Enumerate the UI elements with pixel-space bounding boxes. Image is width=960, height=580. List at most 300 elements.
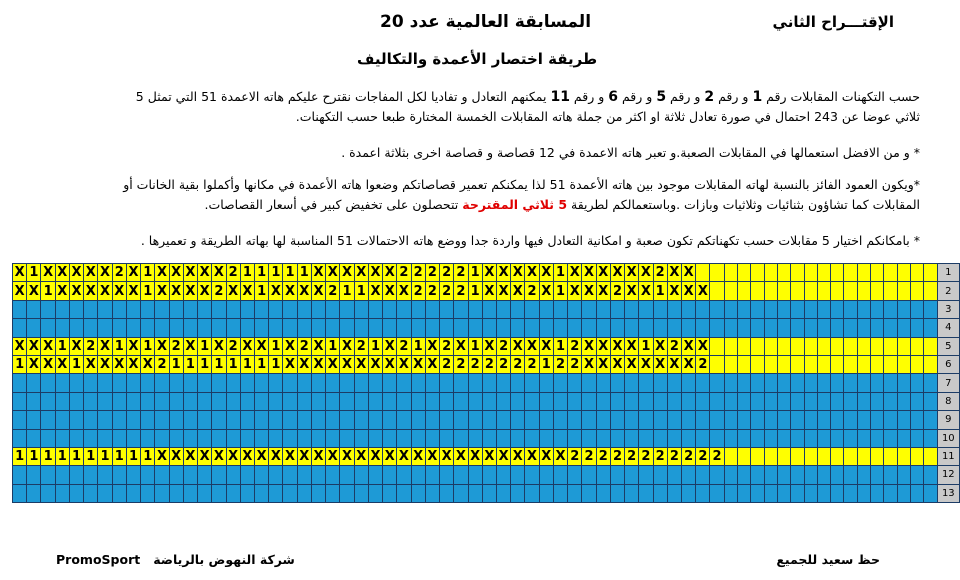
grid-cell: X	[496, 282, 510, 300]
grid-cell: 1	[254, 282, 268, 300]
grid-cell	[511, 429, 525, 447]
grid-cell: X	[525, 264, 539, 282]
grid-cell	[791, 484, 804, 502]
grid-cell: 2	[440, 282, 454, 300]
grid-cell	[653, 392, 667, 410]
grid-cell	[198, 466, 212, 484]
grid-cell	[924, 337, 937, 355]
grid-cell	[84, 411, 98, 429]
grid-cell	[269, 484, 283, 502]
grid-cell	[710, 282, 724, 300]
grid-cell	[737, 300, 750, 318]
grid-cell	[13, 411, 27, 429]
grid-cell: 1	[553, 282, 567, 300]
grid-cell	[568, 300, 582, 318]
grid-cell	[183, 484, 197, 502]
grid-cell	[897, 319, 910, 337]
grid-cell: 1	[269, 337, 283, 355]
grid-cell: X	[198, 264, 212, 282]
grid-cell	[525, 411, 539, 429]
grid-cell	[682, 484, 696, 502]
grid-cell	[354, 300, 368, 318]
grid-cell	[383, 374, 397, 392]
grid-cell: 2	[710, 447, 724, 465]
grid-cell: X	[354, 447, 368, 465]
grid-cell	[817, 300, 830, 318]
grid-cell	[884, 337, 897, 355]
grid-cell	[69, 392, 83, 410]
grid-cell	[924, 411, 937, 429]
grid-cell	[297, 392, 311, 410]
p1-num-5: 11	[550, 89, 570, 105]
grid-cell: X	[383, 282, 397, 300]
grid-cell	[817, 411, 830, 429]
grid-cell	[539, 429, 553, 447]
grid-cell: X	[13, 337, 27, 355]
grid-cell	[653, 374, 667, 392]
grid-cell	[440, 319, 454, 337]
grid-cell	[297, 429, 311, 447]
grid-cell	[13, 374, 27, 392]
grid-cell	[696, 374, 710, 392]
grid-cell	[84, 484, 98, 502]
grid-cell	[582, 411, 596, 429]
grid-cell	[724, 411, 737, 429]
grid-cell	[183, 300, 197, 318]
grid-cell: 1	[468, 264, 482, 282]
grid-cell	[69, 466, 83, 484]
grid-cell: 1	[226, 355, 240, 373]
grid-cell	[751, 282, 764, 300]
grid-cell	[496, 466, 510, 484]
grid-cell	[817, 466, 830, 484]
grid-cell	[383, 392, 397, 410]
grid-cell: X	[582, 264, 596, 282]
grid-cell	[539, 374, 553, 392]
grid-cell	[383, 429, 397, 447]
grid-cell: 2	[653, 264, 667, 282]
grid-cell	[141, 300, 155, 318]
grid-cell	[791, 319, 804, 337]
grid-cell	[911, 282, 924, 300]
grid-cell	[804, 411, 817, 429]
grid-cell	[871, 355, 884, 373]
grid-cell: 2	[496, 355, 510, 373]
grid-cell	[84, 374, 98, 392]
grid-cell	[911, 300, 924, 318]
grid-cell	[764, 319, 777, 337]
grid-cell	[553, 484, 567, 502]
grid-cell	[667, 319, 681, 337]
grid-cell	[340, 429, 354, 447]
grid-cell	[126, 392, 140, 410]
grid-cell	[69, 319, 83, 337]
grid-cell	[804, 337, 817, 355]
grid-cell	[254, 411, 268, 429]
grid-cell	[496, 392, 510, 410]
grid-cell	[440, 300, 454, 318]
grid-cell	[198, 300, 212, 318]
grid-cell	[924, 300, 937, 318]
grid-cell: 1	[639, 337, 653, 355]
grid-cell	[568, 466, 582, 484]
grid-cell	[112, 319, 126, 337]
grid-cell	[777, 355, 790, 373]
grid-cell: X	[397, 282, 411, 300]
grid-cell	[897, 411, 910, 429]
grid-cell	[884, 300, 897, 318]
grid-cell	[254, 374, 268, 392]
grid-cell	[817, 264, 830, 282]
grid-cell	[871, 282, 884, 300]
p3-highlight: 5 ثلاثي المقترحة	[462, 197, 568, 212]
grid-cell	[141, 429, 155, 447]
grid-cell: X	[84, 282, 98, 300]
grid-cell	[724, 300, 737, 318]
grid-cell	[710, 429, 724, 447]
grid-cell	[804, 484, 817, 502]
grid-cell	[831, 411, 844, 429]
p1-and-3: و رقم	[621, 89, 653, 104]
grid-cell	[368, 411, 382, 429]
grid-cell	[482, 484, 496, 502]
grid-cell	[311, 300, 325, 318]
grid-cell: 1	[141, 447, 155, 465]
grid-cell	[777, 337, 790, 355]
grid-cell: X	[667, 264, 681, 282]
grid-cell: 1	[240, 264, 254, 282]
grid-cell	[625, 392, 639, 410]
grid-cell	[169, 300, 183, 318]
grid-cell: X	[653, 355, 667, 373]
grid-cell	[724, 337, 737, 355]
grid-cell	[710, 411, 724, 429]
grid-cell	[710, 484, 724, 502]
grid-cell	[696, 392, 710, 410]
grid-cell	[41, 411, 55, 429]
footer-good-luck: حظ سعيد للجميع	[776, 552, 880, 567]
grid-cell	[667, 300, 681, 318]
grid-cell	[639, 374, 653, 392]
grid-cell	[897, 484, 910, 502]
grid-cell: X	[383, 264, 397, 282]
grid-cell	[511, 319, 525, 337]
grid-cell: X	[610, 337, 624, 355]
grid-cell	[525, 300, 539, 318]
grid-cell: X	[696, 282, 710, 300]
grid-cell: 2	[468, 355, 482, 373]
grid-cell	[354, 429, 368, 447]
grid-cell	[411, 319, 425, 337]
grid-cell	[13, 392, 27, 410]
grid-cell: 1	[41, 447, 55, 465]
grid-cell	[226, 411, 240, 429]
grid-cell	[183, 392, 197, 410]
grid-cell: X	[183, 282, 197, 300]
grid-cell	[425, 300, 439, 318]
grid-cell	[411, 411, 425, 429]
grid-cell	[254, 392, 268, 410]
grid-cell	[857, 300, 870, 318]
grid-cell	[610, 484, 624, 502]
grid-cell	[924, 484, 937, 502]
grid-cell	[425, 319, 439, 337]
grid-cell	[911, 429, 924, 447]
grid-cell	[283, 319, 297, 337]
grid-cell	[857, 466, 870, 484]
grid-cell	[198, 411, 212, 429]
grid-cell	[454, 429, 468, 447]
grid-cell	[710, 466, 724, 484]
grid-cell	[737, 264, 750, 282]
grid-cell	[297, 484, 311, 502]
grid-cell	[639, 429, 653, 447]
grid-cell: X	[610, 264, 624, 282]
grid-cell	[326, 392, 340, 410]
grid-cell	[857, 355, 870, 373]
grid-cell	[482, 374, 496, 392]
grid-cell	[84, 466, 98, 484]
grid-cell	[844, 429, 857, 447]
grid-cell: X	[596, 355, 610, 373]
grid-cell: X	[482, 282, 496, 300]
grid-cell: 1	[126, 447, 140, 465]
grid-cell	[831, 319, 844, 337]
grid-cell	[240, 466, 254, 484]
grid-cell: X	[368, 264, 382, 282]
grid-cell	[383, 300, 397, 318]
grid-cell: X	[682, 282, 696, 300]
grid-cell: X	[155, 264, 169, 282]
row-number: 1	[937, 264, 959, 282]
grid-cell	[468, 429, 482, 447]
grid-cell: 2	[511, 355, 525, 373]
grid-cell	[857, 411, 870, 429]
grid-cell	[98, 319, 112, 337]
grid-cell	[269, 466, 283, 484]
grid-cell: X	[568, 264, 582, 282]
grid-cell	[724, 429, 737, 447]
grid-row-11	[13, 447, 960, 465]
grid-cell	[169, 319, 183, 337]
grid-cell: X	[27, 282, 41, 300]
grid-cell	[804, 300, 817, 318]
grid-cell	[596, 392, 610, 410]
grid-cell: 2	[169, 337, 183, 355]
grid-cell: X	[240, 282, 254, 300]
grid-cell: 2	[696, 355, 710, 373]
grid-cell: X	[411, 355, 425, 373]
grid-cell	[240, 392, 254, 410]
grid-cell	[511, 411, 525, 429]
grid-cell	[169, 374, 183, 392]
grid-cell	[27, 392, 41, 410]
grid-cell	[751, 319, 764, 337]
grid-cell	[169, 466, 183, 484]
grid-cell	[857, 319, 870, 337]
grid-cell	[212, 392, 226, 410]
grid-cell: 1	[254, 264, 268, 282]
grid-cell	[368, 429, 382, 447]
grid-cell: X	[69, 337, 83, 355]
grid-cell: X	[667, 355, 681, 373]
p3-text-b: تتحصلون على تخفيض كبير في أسعار القصاصات.	[204, 197, 459, 212]
grid-cell: X	[169, 264, 183, 282]
grid-cell: X	[425, 355, 439, 373]
grid-cell: X	[126, 264, 140, 282]
grid-cell	[897, 429, 910, 447]
grid-cell	[682, 429, 696, 447]
grid-cell	[383, 484, 397, 502]
grid-cell	[884, 374, 897, 392]
grid-cell	[804, 429, 817, 447]
grid-cell: X	[41, 355, 55, 373]
grid-cell	[764, 484, 777, 502]
grid-cell: X	[625, 337, 639, 355]
grid-cell	[226, 466, 240, 484]
grid-cell: X	[511, 264, 525, 282]
grid-cell: X	[126, 355, 140, 373]
grid-cell	[884, 466, 897, 484]
grid-cell: X	[539, 337, 553, 355]
grid-cell	[525, 429, 539, 447]
grid-cell	[27, 484, 41, 502]
grid-cell	[141, 319, 155, 337]
grid-cell: 1	[297, 264, 311, 282]
grid-cell	[857, 429, 870, 447]
grid-cell: 2	[568, 355, 582, 373]
grid-cell: X	[98, 282, 112, 300]
grid-cell	[226, 484, 240, 502]
grid-cell	[911, 337, 924, 355]
grid-cell	[804, 319, 817, 337]
grid-cell	[226, 300, 240, 318]
grid-cell	[568, 429, 582, 447]
grid-cell: 2	[667, 337, 681, 355]
grid-cell	[777, 264, 790, 282]
grid-cell	[553, 300, 567, 318]
grid-cell	[831, 282, 844, 300]
grid-cell: 1	[13, 447, 27, 465]
grid-cell: X	[440, 447, 454, 465]
grid-cell: X	[368, 282, 382, 300]
grid-cell: X	[511, 282, 525, 300]
grid-cell: 1	[69, 355, 83, 373]
grid-cell: 2	[454, 355, 468, 373]
grid-cell	[254, 429, 268, 447]
grid-cell	[582, 300, 596, 318]
grid-cell	[553, 411, 567, 429]
grid-cell	[751, 300, 764, 318]
grid-cell	[27, 300, 41, 318]
row-number: 8	[937, 392, 959, 410]
grid-cell: 2	[639, 447, 653, 465]
grid-cell	[440, 411, 454, 429]
grid-cell	[737, 355, 750, 373]
grid-cell	[525, 374, 539, 392]
grid-cell	[653, 411, 667, 429]
grid-cell: X	[368, 355, 382, 373]
grid-cell	[857, 264, 870, 282]
grid-cell	[682, 466, 696, 484]
grid-cell	[596, 300, 610, 318]
grid-cell: 2	[354, 337, 368, 355]
paragraph-1-line-2: ثلاثي عوضا عن 243 احتمال في صورة تعادل ثلاثة او اكثر من جملة هاته المقابلات الخمسة المختارة طبعا حسب التكهنات.	[295, 109, 920, 124]
grid-cell	[764, 264, 777, 282]
grid-cell	[155, 411, 169, 429]
grid-cell	[777, 484, 790, 502]
grid-cell	[511, 466, 525, 484]
grid-cell	[283, 484, 297, 502]
grid-cell: X	[226, 282, 240, 300]
grid-cell: X	[297, 355, 311, 373]
grid-cell: 1	[212, 355, 226, 373]
grid-cell	[55, 392, 69, 410]
grid-cell	[183, 429, 197, 447]
grid-cell	[710, 319, 724, 337]
grid-cell	[653, 466, 667, 484]
grid-cell	[511, 484, 525, 502]
grid-cell	[269, 392, 283, 410]
grid-cell	[468, 374, 482, 392]
grid-cell	[240, 484, 254, 502]
grid-cell	[340, 392, 354, 410]
grid-cell	[440, 466, 454, 484]
row-number: 5	[937, 337, 959, 355]
grid-cell	[454, 484, 468, 502]
grid-cell: X	[340, 337, 354, 355]
grid-row-6	[13, 355, 960, 373]
grid-cell: X	[283, 447, 297, 465]
grid-cell	[639, 319, 653, 337]
grid-cell: 1	[368, 337, 382, 355]
grid-cell	[41, 374, 55, 392]
grid-cell	[454, 466, 468, 484]
grid-cell	[568, 484, 582, 502]
grid-cell	[368, 392, 382, 410]
grid-row-7	[13, 374, 960, 392]
grid-cell	[468, 484, 482, 502]
grid-cell	[141, 374, 155, 392]
grid-cell: 2	[84, 337, 98, 355]
grid-cell	[98, 466, 112, 484]
grid-cell: X	[269, 447, 283, 465]
grid-cell	[682, 374, 696, 392]
grid-cell: X	[625, 264, 639, 282]
grid-cell	[55, 319, 69, 337]
row-number: 2	[937, 282, 959, 300]
grid-cell	[817, 374, 830, 392]
grid-cell	[710, 374, 724, 392]
grid-cell	[212, 411, 226, 429]
grid-cell: X	[425, 447, 439, 465]
p1-rest: يمكنهم التعادل و تفاديا لكل المفاجات نقترح عليكم هاته الاعمدة 51 التي تمثل 5	[135, 89, 547, 104]
row-number: 11	[937, 447, 959, 465]
grid-cell	[525, 466, 539, 484]
grid-cell	[98, 429, 112, 447]
grid-cell: 1	[254, 355, 268, 373]
grid-cell	[468, 466, 482, 484]
grid-cell	[777, 429, 790, 447]
grid-cell	[884, 282, 897, 300]
grid-cell	[911, 466, 924, 484]
grid-cell	[682, 319, 696, 337]
grid-cell	[198, 374, 212, 392]
grid-cell	[254, 466, 268, 484]
grid-cell	[482, 429, 496, 447]
grid-cell	[55, 466, 69, 484]
grid-cell: X	[297, 282, 311, 300]
